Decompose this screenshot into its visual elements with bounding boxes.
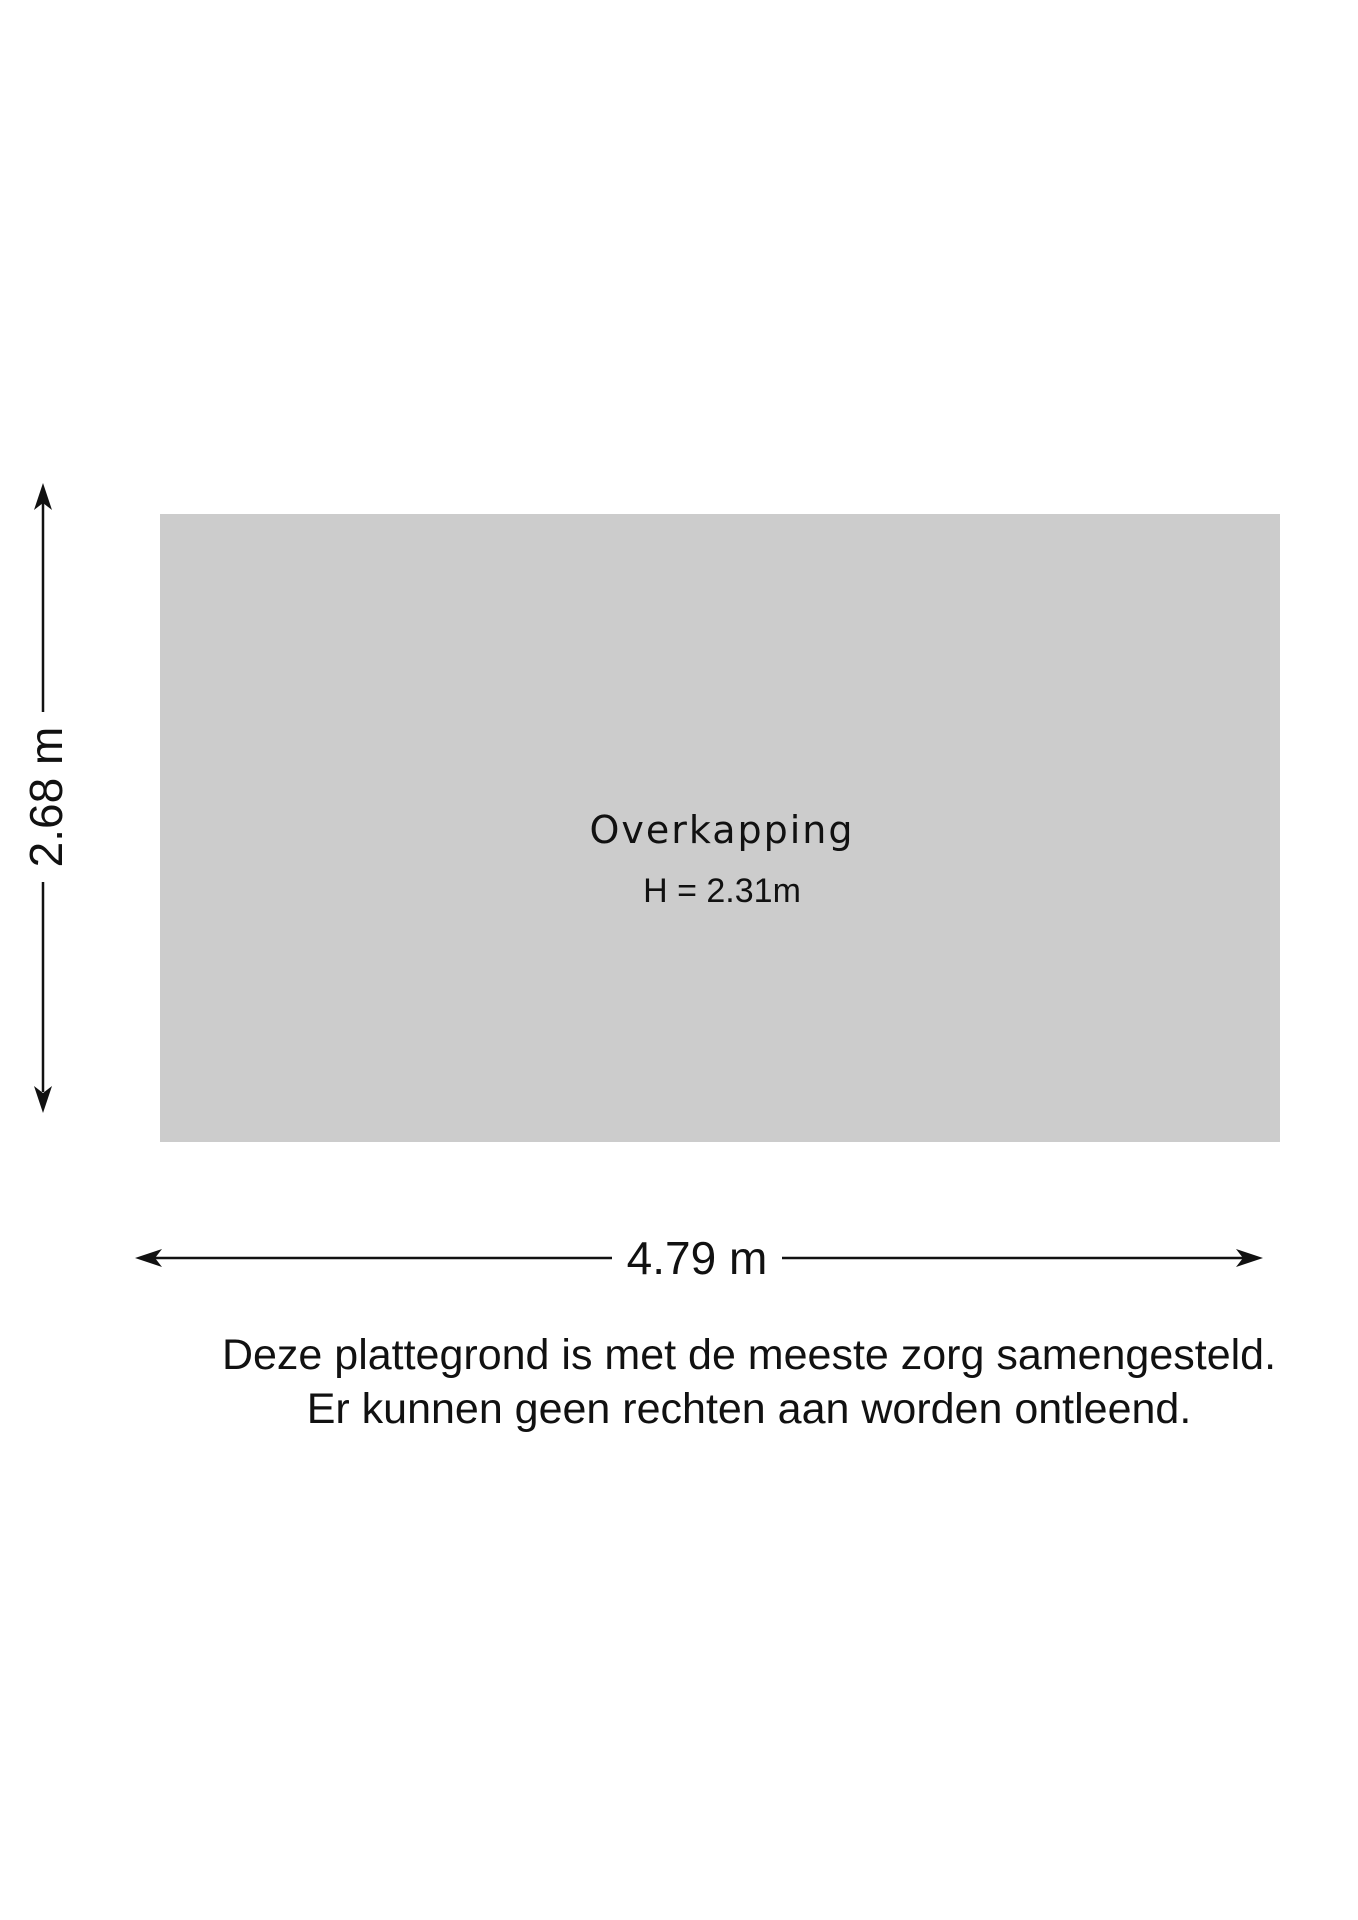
width-dimension — [135, 1232, 1263, 1284]
disclaimer — [120, 1328, 1358, 1436]
disclaimer-line-2: Er kunnen geen rechten aan worden ontleend. — [306, 1385, 1192, 1433]
width-dimension-label: 4.79 m — [626, 1232, 768, 1284]
room-height-label: H = 2.31m — [643, 872, 801, 910]
disclaimer-line-1: Deze plattegrond is met de meeste zorg samengesteld. — [221, 1331, 1277, 1379]
room-name-label: Overkapping — [589, 808, 855, 852]
height-dimension-label: 2.68 m — [20, 726, 72, 868]
height-dimension — [20, 483, 72, 1113]
